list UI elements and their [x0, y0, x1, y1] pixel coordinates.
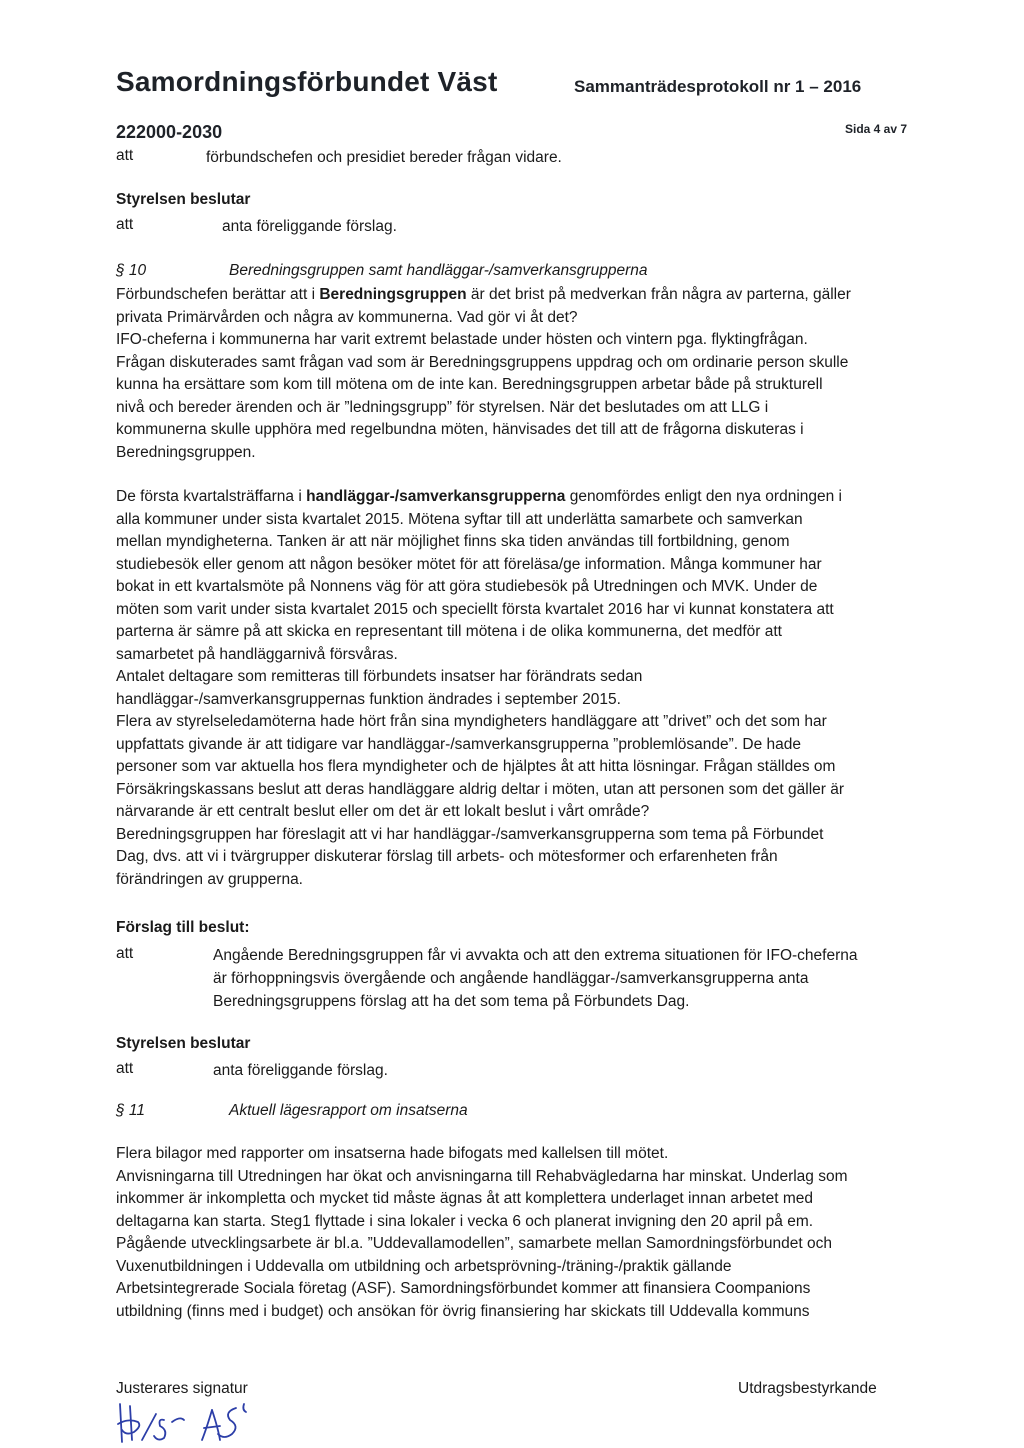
- proposal-heading: Förslag till beslut:: [116, 919, 250, 936]
- att-text: förbundschefen och presidiet bereder frågan vidare.: [206, 149, 562, 166]
- proposal-text: [213, 944, 933, 1013]
- att-label: att: [116, 945, 134, 962]
- text-run: De första kvartalsträffarna i: [116, 488, 307, 505]
- text-run: är förhoppningsvis övergående och angående handläggar-/samverkansgrupperna anta: [213, 970, 809, 987]
- text-line: [116, 599, 916, 622]
- text-line: [116, 1211, 916, 1234]
- text-line: [116, 1256, 916, 1279]
- section-title: Aktuell lägesrapport om insatserna: [229, 1102, 468, 1119]
- section-title: Beredningsgruppen samt handläggar-/samverkansgrupperna: [229, 262, 648, 279]
- text-run: IFO-cheferna i kommunerna har varit extremt belastade under hösten och vintern pga. flyktingfrågan.: [116, 331, 808, 348]
- text-run: Dag, dvs. att vi i tvärgrupper diskuterar förslag till arbets- och mötesformer och erfarenheten från: [116, 848, 778, 865]
- text-run: Pågående utvecklingsarbete är bl.a. ”Uddevallamodellen”, samarbete mellan Samordningsförbundet och: [116, 1235, 833, 1252]
- decision-heading: Styrelsen beslutar: [116, 191, 251, 208]
- text-run: utbildning (finns med i budget) och ansökan för övrig finansiering har skickats till Uddevalla kommuns: [116, 1302, 810, 1320]
- bold-term: handläggar-/samverkansgrupperna: [306, 488, 566, 505]
- text-line: [116, 1143, 916, 1166]
- text-run: Anvisningarna till Utredningen har ökat och anvisningarna till Rehabvägledarna har minskat. Underlag som: [116, 1167, 848, 1185]
- text-line: [116, 779, 916, 802]
- text-line: [213, 990, 933, 1013]
- text-run: uppfattats givande är att tidigare var handläggar-/samverkansgrupperna ”problemlösande”. De hade: [116, 735, 801, 753]
- text-line: [116, 352, 916, 375]
- text-run: deltagarna kan starta. Steg1 flyttade i sina lokaler i vecka 6 och planerat invigning den 20 april på em.: [116, 1212, 814, 1230]
- text-line: [116, 824, 916, 847]
- text-line: [116, 644, 916, 667]
- section-number: § 10: [116, 262, 147, 279]
- text-line: [116, 1278, 916, 1301]
- text-run: är det brist på medverkan från några av parterna, gäller: [466, 286, 851, 303]
- text-run: Frågan diskuterades samt frågan vad som är Beredningsgruppens uppdrag och om ordinarie person skulle: [116, 353, 849, 371]
- text-line: [116, 442, 916, 465]
- text-run: Angående Beredningsgruppen får vi avvakta och att den extrema situationen för IFO-cheferna: [213, 947, 858, 964]
- adjusters-signature-label: Justerares signatur: [116, 1380, 248, 1397]
- text-line: [213, 967, 933, 990]
- section10-paragraph-2: [116, 486, 916, 891]
- organization-name: Samordningsförbundet Väst: [116, 66, 498, 97]
- text-run: Vuxenutbildningen i Uddevalla om utbildning och arbetsprövning-/träning-/praktik gällande: [116, 1257, 732, 1275]
- text-line: [116, 689, 916, 712]
- text-run: Antalet deltagare som remitteras till förbundets insatser har förändrats sedan: [116, 668, 643, 685]
- section11-paragraph-1: [116, 1143, 916, 1323]
- text-run: studiebesök eller genom att någon besöker mötet för att föreläsa/ge information. Många kommuner har: [116, 555, 822, 573]
- text-line: [116, 756, 916, 779]
- text-line: [116, 509, 916, 532]
- text-line: [116, 621, 916, 644]
- text-run: Flera av styrelseledamöterna hade hört från sina myndigheters handläggare att ”drivet” och det som har: [116, 713, 827, 730]
- text-run: nivå och bereder ärenden och är ”ledningsgrupp” för styrelsen. När det beslutades om att LLG i: [116, 398, 769, 416]
- text-run: bokat in ett kvartalsmöte på Nonnens väg för att göra studiebesök på Utredningen och MVK. Under de: [116, 578, 818, 595]
- text-run: privata Primärvården och några av kommunerna. Vad gör vi åt det?: [116, 308, 578, 326]
- text-line: [116, 734, 916, 757]
- text-run: mellan myndigheterna. Tanken är att när möjlighet finns ska tiden användas till fortbildning, genom: [116, 533, 790, 550]
- text-run: parterna är sämre på att skicka en representant till mötena i de olika kommunerna, det medför att: [116, 623, 782, 640]
- text-line: [116, 801, 916, 824]
- text-line: [116, 869, 916, 892]
- text-run: inkommer är inkompletta och mycket tid måste ägnas åt att komplettera underlaget innan arbetet med: [116, 1190, 813, 1207]
- text-line: [116, 666, 916, 689]
- text-line: [116, 374, 916, 397]
- text-line: [116, 531, 916, 554]
- text-line: [116, 711, 916, 734]
- text-run: Beredningsgruppen.: [116, 443, 256, 461]
- text-run: Beredningsgruppens förslag att ha det som tema på Förbundets Dag.: [213, 993, 690, 1010]
- text-run: kunna ha ersättare som kom till mötena om de inte kan. Beredningsgruppen arbetar både på strukturell: [116, 376, 823, 393]
- text-run: Arbetsintegrerade Sociala företag (ASF). Samordningsförbundet kommer att finansiera Coompanions: [116, 1280, 811, 1297]
- text-line: [116, 1301, 916, 1324]
- text-run: personer som var aktuella hos flera myndigheter och de hjälptes åt att hitta lösningar. Frågan ställdes om: [116, 758, 836, 775]
- section10-paragraph-1: [116, 284, 916, 464]
- att-label: att: [116, 1060, 134, 1077]
- text-line: [116, 554, 916, 577]
- text-run: kommunerna skulle upphöra med regelbundna möten, hänvisades det till att de frågorna diskuteras i: [116, 421, 804, 438]
- decision-text: anta föreliggande förslag.: [213, 1062, 388, 1079]
- text-run: Förbundschefen berättar att i: [116, 286, 320, 303]
- text-run: samarbetet på handläggarnivå försvåras.: [116, 645, 398, 663]
- att-label: att: [116, 147, 134, 164]
- document-title: Sammanträdesprotokoll nr 1 – 2016: [574, 77, 862, 96]
- page-number: Sida 4 av 7: [845, 122, 908, 136]
- text-run: närvarande är ett centralt beslut eller om det är ett lokalt beslut i vårt område?: [116, 803, 650, 820]
- organization-number: 222000-2030: [116, 122, 223, 142]
- certification-label: Utdragsbestyrkande: [738, 1380, 877, 1397]
- handwritten-signature: [114, 1400, 274, 1444]
- text-line: [213, 944, 933, 967]
- text-line: [116, 1188, 916, 1211]
- text-line: [116, 397, 916, 420]
- text-line: [116, 419, 916, 442]
- decision-heading: Styrelsen beslutar: [116, 1035, 251, 1052]
- text-line: [116, 284, 916, 307]
- text-line: [116, 1166, 916, 1189]
- text-line: [116, 307, 916, 330]
- text-line: [116, 576, 916, 599]
- decision-text: anta föreliggande förslag.: [222, 218, 397, 235]
- text-line: [116, 486, 916, 509]
- text-line: [116, 846, 916, 869]
- text-line: [116, 329, 916, 352]
- text-run: Försäkringskassans beslut att deras handläggare aldrig deltar i möten, utan att personen som det gäller är: [116, 780, 845, 798]
- text-run: handläggar-/samverkansgruppernas funktion ändrades i september 2015.: [116, 690, 621, 708]
- text-run: möten som varit under sista kvartalet 2015 och speciellt första kvartalet 2016 har vi kunnat konstatera att: [116, 600, 834, 618]
- text-run: förändringen av grupperna.: [116, 870, 303, 888]
- text-run: Flera bilagor med rapporter om insatserna hade bifogats med kallelsen till mötet.: [116, 1145, 669, 1162]
- text-run: alla kommuner under sista kvartalet 2015. Mötena syftar till att underlätta samarbete och samverkan: [116, 510, 803, 528]
- text-run: genomfördes enligt den nya ordningen i: [565, 488, 842, 505]
- section-number: § 11: [116, 1102, 146, 1119]
- text-run: Beredningsgruppen har föreslagit att vi har handläggar-/samverkansgrupperna som tema på Förbundet: [116, 825, 824, 843]
- text-line: [116, 1233, 916, 1256]
- att-label: att: [116, 216, 134, 233]
- bold-term: Beredningsgruppen: [319, 286, 467, 303]
